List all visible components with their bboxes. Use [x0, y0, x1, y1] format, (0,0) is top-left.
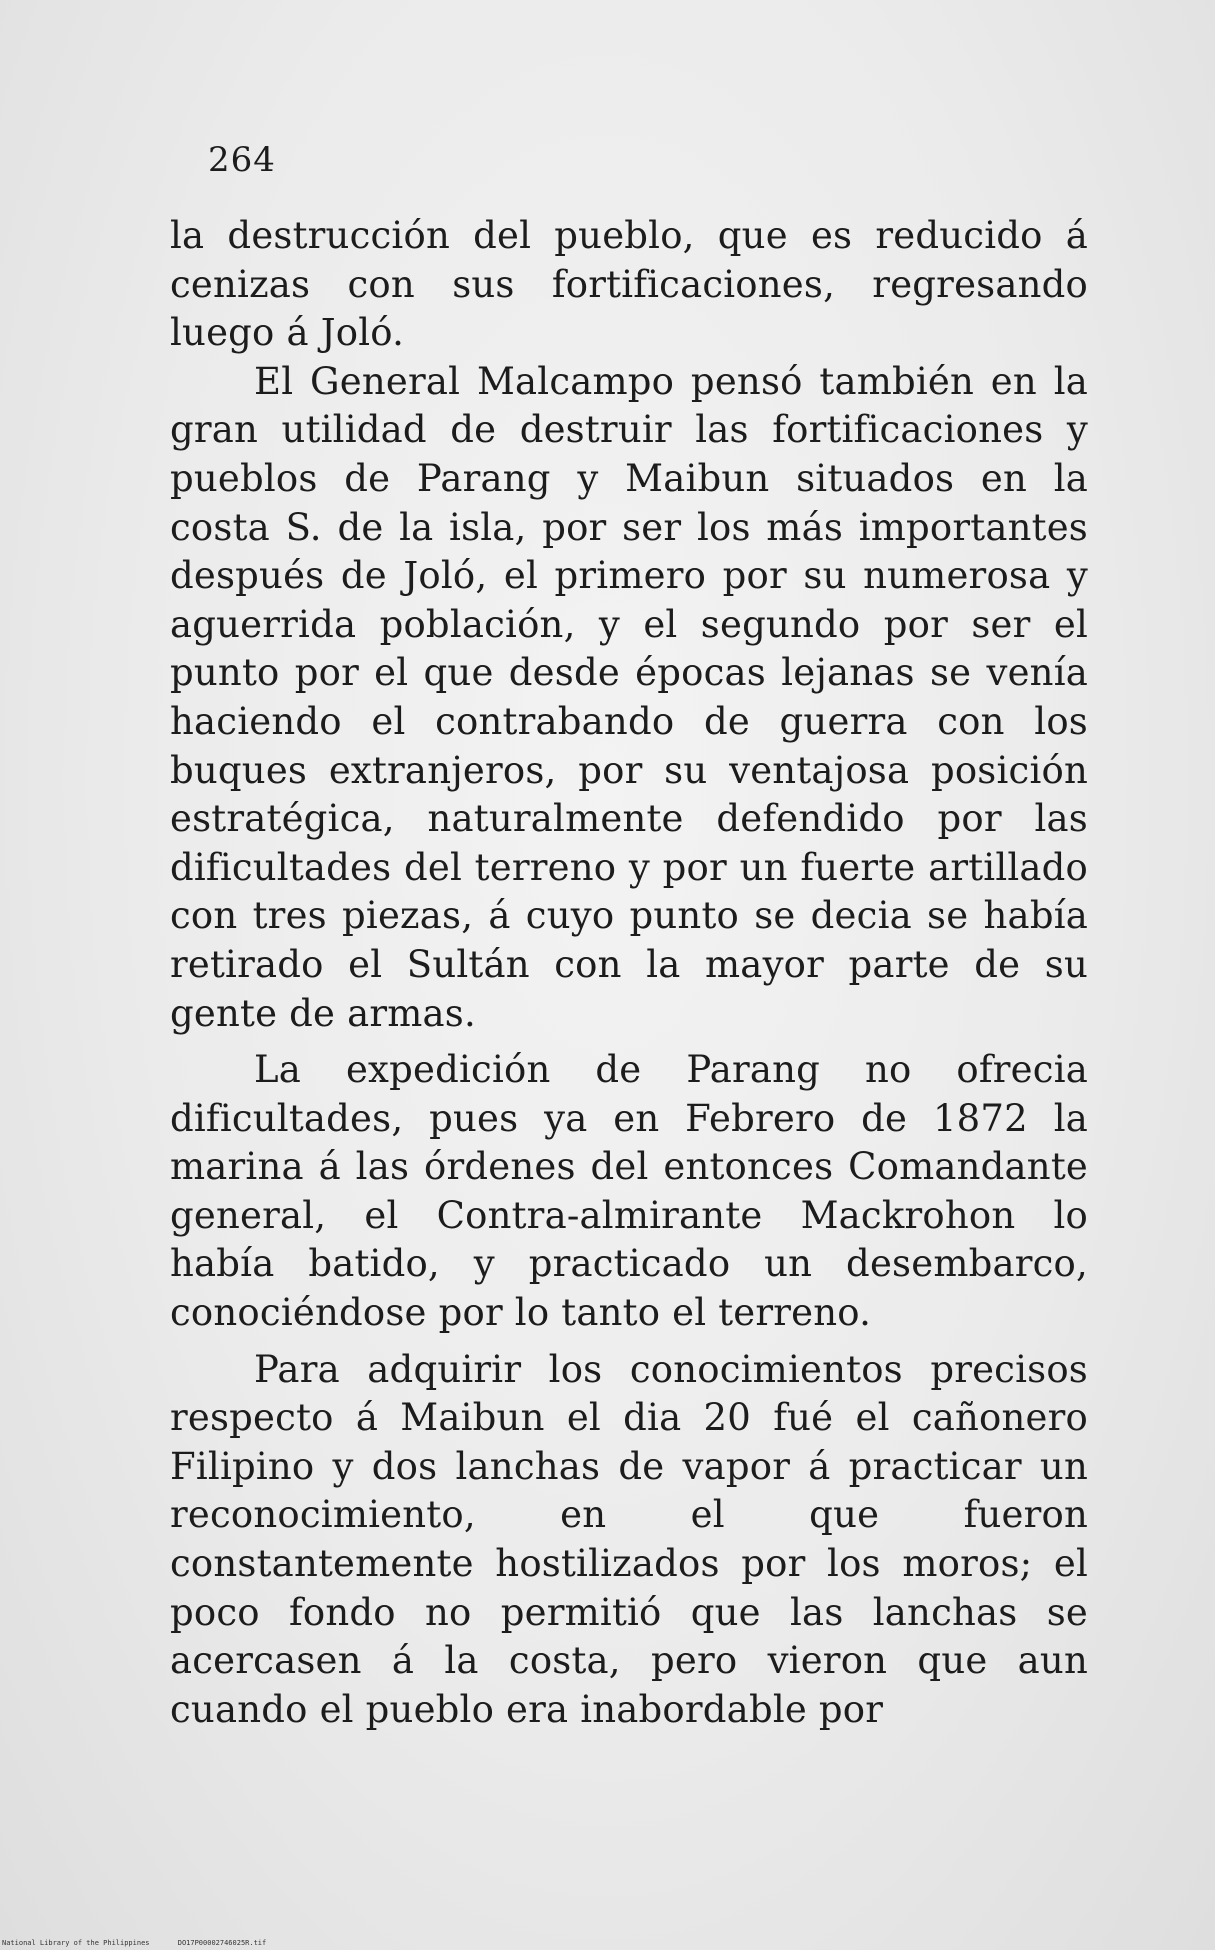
paragraph: La expedición de Parang no ofrecia dificultades, pues ya en Febrero de 1872 la marina á las órdenes del entonces Comandante general, el Contra-almirante Mackrohon lo había batido, y practicado un desembarco, conociéndose por lo tanto el terreno. — [170, 1048, 1088, 1335]
paragraph: El General Malcampo pensó también en la gran utilidad de destruir las fortificaciones y pueblos de Parang y Maibun situados en la costa S. de la isla, por ser los más importantes después de Joló, el primero por su numerosa y aguerrida población, y el segundo por ser el punto por el que desde épocas lejanas se venía haciendo el contrabando de guerra con los buques extranjeros, por su ventajosa posición estratégica, naturalmente defendido por las dificultades del terreno y por un fuerte artillado con tres piezas, á cuyo punto se decia se había retirado el Sultán con la mayor parte de su gente de armas. — [170, 359, 1088, 1035]
body-text — [170, 212, 1088, 1734]
scan-footer — [2, 1939, 290, 1947]
scan-filename: DO17P00002746025R.tif — [177, 1939, 267, 1947]
paragraph: Para adquirir los conocimientos precisos respecto á Maibun el dia 20 fué el cañonero Filipino y dos lanchas de vapor á practicar un reconocimiento, en el que fueron constantemente hostilizados por los moros; el poco fondo no permitió que las lanchas se acercasen á la costa, pero vieron que aun cuando el pueblo era inabordable por — [170, 1347, 1088, 1731]
paragraph: la destrucción del pueblo, que es reducido á cenizas con sus fortificaciones, regresando luego á Joló. — [170, 214, 1088, 355]
library-credit: National Library of the Philippines — [2, 1939, 150, 1947]
page-number: 264 — [208, 140, 276, 180]
